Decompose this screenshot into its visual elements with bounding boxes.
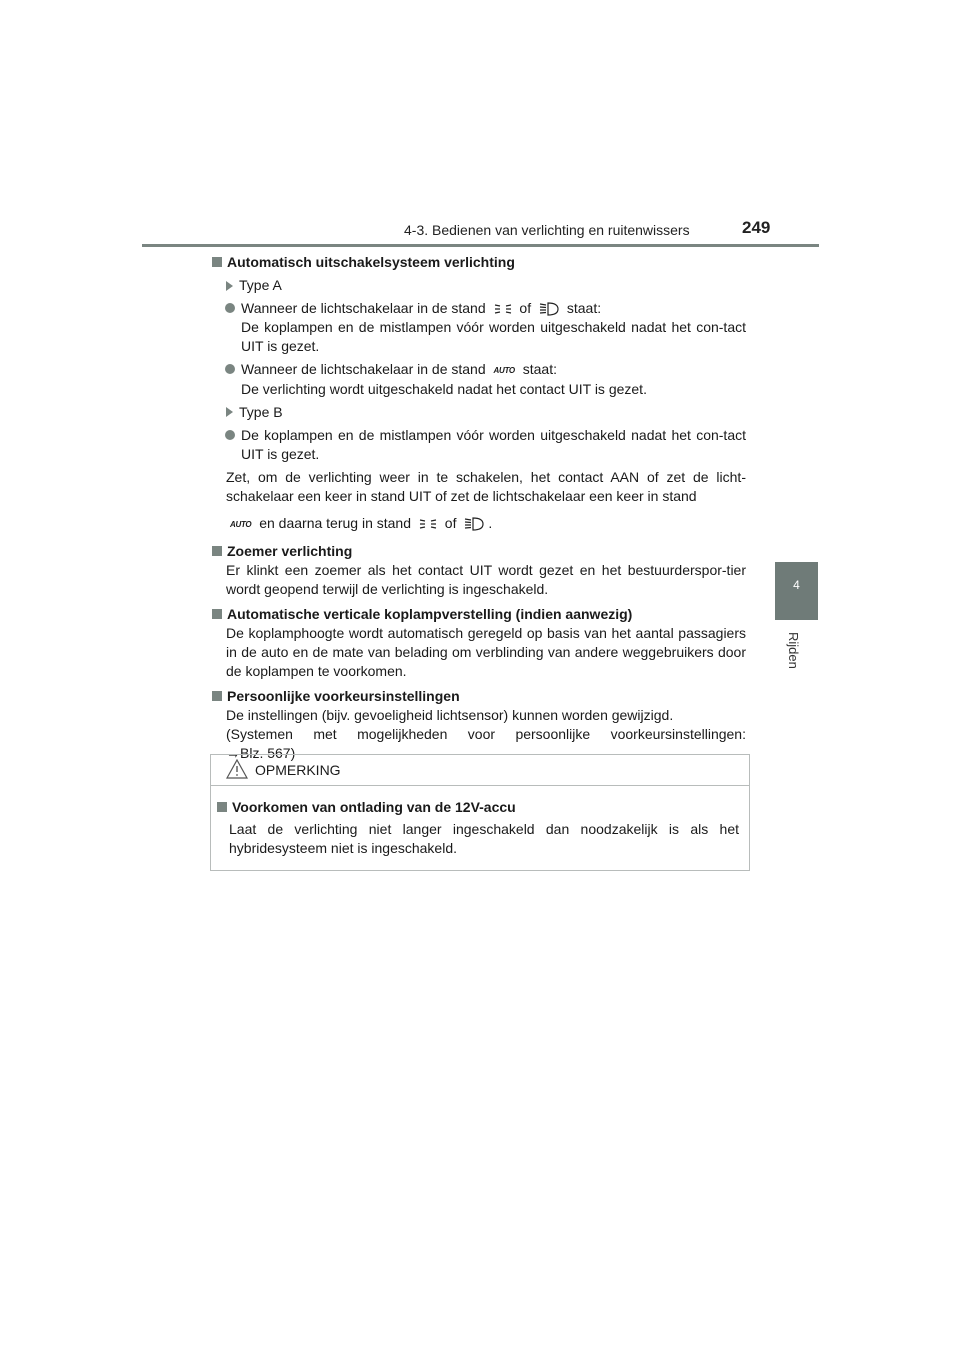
- auto-icon: AUTO: [493, 365, 515, 375]
- parking-light-icon: [493, 303, 513, 315]
- list-item: De koplampen en de mistlampen vóór worden uitgeschakeld nadat het con-tact UIT is gezet.: [210, 426, 746, 464]
- section-heading: Automatische verticale koplampverstelling (indien aanwezig): [210, 605, 746, 624]
- round-bullet-icon: [225, 430, 235, 440]
- square-bullet-icon: [212, 257, 222, 267]
- parking-light-icon: [418, 518, 438, 530]
- notice-header: [211, 755, 749, 786]
- square-bullet-icon: [212, 546, 222, 556]
- paragraph: AUTO en daarna terug in stand of .: [230, 514, 493, 531]
- square-bullet-icon: [217, 802, 227, 812]
- chapter-tab-label: Rijden: [786, 632, 801, 669]
- round-bullet-icon: [225, 303, 235, 313]
- section-heading: Automatisch uitschakelsysteem verlichting: [210, 253, 746, 272]
- header-rule: [142, 244, 819, 247]
- paragraph: De instellingen (bijv. gevoeligheid lichtsensor) kunnen worden gewijzigd. (Systemen met mogelijkheden voor persoonlijke voorkeursinstellingen: →Blz. 567): [226, 706, 746, 761]
- square-bullet-icon: [212, 691, 222, 701]
- low-beam-headlight-icon: [463, 517, 485, 531]
- page-number: 249: [742, 218, 771, 237]
- notice-label: OPMERKING: [255, 762, 341, 778]
- running-header: 4-3. Bedienen van verlichting en ruitenwissers: [404, 222, 690, 238]
- square-bullet-icon: [212, 609, 222, 619]
- list-item: Wanneer de lichtschakelaar in de stand of staat: De koplampen en de mistlampen vóór worden uitgeschakeld nadat het con-tact UIT is gezet.: [210, 299, 746, 356]
- notice-box: [210, 754, 750, 871]
- page-content: [210, 253, 746, 763]
- type-label: Type B: [210, 403, 746, 422]
- paragraph: Er klinkt een zoemer als het contact UIT wordt gezet en het bestuurderspor-tier wordt geopend terwijl de verlichting is ingeschakeld.: [226, 561, 746, 597]
- round-bullet-icon: [225, 364, 235, 374]
- section-heading: Zoemer verlichting: [210, 542, 746, 561]
- warning-triangle-icon: [226, 759, 248, 779]
- section-heading: Persoonlijke voorkeursinstellingen: [210, 687, 746, 706]
- notice-heading: Voorkomen van ontlading van de 12V-accu: [215, 798, 739, 817]
- low-beam-headlight-icon: [538, 302, 560, 316]
- chapter-tab-number: 4: [793, 578, 800, 592]
- list-item: Wanneer de lichtschakelaar in de stand AUTO staat: De verlichting wordt uitgeschakeld nadat het contact UIT is gezet.: [210, 360, 746, 399]
- triangle-bullet-icon: [226, 407, 233, 417]
- notice-text: Laat de verlichting niet langer ingeschakeld dan noodzakelijk is als het hybridesysteem niet is ingeschakeld.: [229, 821, 739, 856]
- paragraph: De koplamphoogte wordt automatisch geregeld op basis van het aantal passagiers in de auto en de mate van belading om verblinding van andere weggebruikers door de koplampen te voorkomen.: [226, 624, 746, 679]
- type-label: Type A: [210, 276, 746, 295]
- triangle-bullet-icon: [226, 281, 233, 291]
- auto-icon: AUTO: [230, 519, 252, 529]
- paragraph: Zet, om de verlichting weer in te schakelen, het contact AAN of zet de licht-schakelaar een keer in stand UIT of zet de lichtschakelaar een keer in stand: [226, 468, 746, 504]
